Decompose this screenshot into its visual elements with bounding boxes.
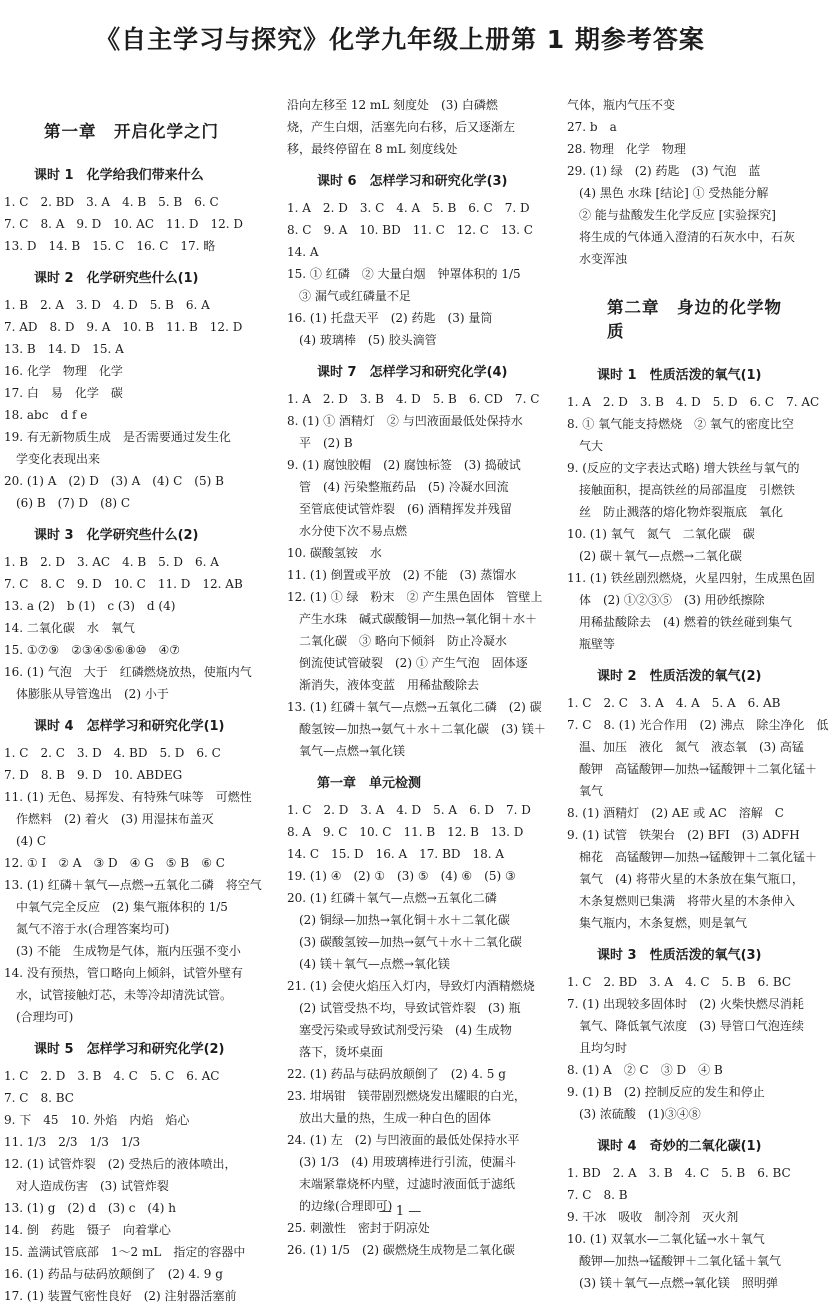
answer-line: 渐消失，液体变蓝 用稀盐酸除去 [287,678,480,692]
answer-line: 11. (1) 无色、易挥发、有特殊气味等 可燃性 [4,790,252,804]
answer-line: 烧，产生白烟，活塞先向右移，后又逐渐左 [287,120,516,134]
answer-line: 17. (1) 装置气密性良好 (2) 注射器活塞前 [4,1289,237,1303]
answer-line: 1. C 2. C 3. A 4. A 5. A 6. AB [567,696,781,710]
answer-line: 酸钾 高锰酸钾—加热→锰酸钾＋二氧化锰＋ [567,762,818,776]
answer-line: 24. (1) 左 (2) 与凹液面的最低处保持水平 [287,1133,520,1147]
answer-line: 木条复燃则已集满 将带火星的木条伸入 [567,894,796,908]
answer-column-left [4,94,266,1307]
answer-line: 氧气、降低氧气浓度 (3) 导管口气泡连续 [567,1019,804,1033]
answer-line: 10. 碳酸氢铵 水 [287,546,382,560]
answer-line: 22. (1) 药品与砝码放颠倒了 (2) 4. 5 g [287,1067,506,1081]
answer-line: 12. (1) 试管炸裂 (2) 受热后的液体喷出， [4,1157,237,1171]
answer-line: 气大 [567,439,604,453]
answer-line: 19. 有无新物质生成 是否需要通过发生化 [4,430,231,444]
answer-line: 13. (1) 红磷＋氧气—点燃→五氧化二磷 将空气 [4,878,262,892]
answer-line: 1. A 2. D 3. B 4. D 5. B 6. CD 7. C [287,392,540,406]
answer-line: 7. AD 8. D 9. A 10. B 11. B 12. D [4,320,243,334]
answer-line: 沿向左移至 12 mL 刻度处 (3) 白磷燃 [287,98,498,112]
section-heading: 课时 5 怎样学习和研究化学(2) [34,1042,225,1057]
section-heading: 第一章 单元检测 [317,776,422,791]
answer-line: 对人造成伤害 (3) 试管炸裂 [4,1179,169,1193]
chapter-heading: 第二章 身边的化学物质 [607,298,782,341]
answer-line: 8. (1) 酒精灯 (2) AE 或 AC 溶解 C [567,806,784,820]
answer-line: 1. B 2. D 3. AC 4. B 5. D 6. A [4,555,219,569]
answer-line: 29. (1) 绿 (2) 药匙 (3) 气泡 蓝 [567,164,761,178]
answer-line: (4) 玻璃棒 (5) 胶头滴管 [287,333,437,347]
answer-line: 11. 1/3 2/3 1/3 1/3 [4,1135,141,1149]
answer-line: 14. 二氧化碳 水 氧气 [4,621,135,635]
answer-line: 21. (1) 会使火焰压入灯内，导致灯内酒精燃烧 [287,979,535,993]
answer-line: ③ 漏气或红磷量不足 [287,289,411,303]
answer-line: 中氧气完全反应 (2) 集气瓶体积的 1/5 [4,900,228,914]
answer-line: (3) 碳酸氢铵—加热→氨气＋水＋二氧化碳 [287,935,522,949]
answer-line: 塞受污染或导致试剂受污染 (4) 生成物 [287,1023,512,1037]
answer-line: 体膨胀从导管逸出 (2) 小于 [4,687,169,701]
answer-line: (6) B (7) D (8) C [4,496,131,510]
answer-line: 水，试管接触灯芯，未等冷却清洗试管。 [4,988,233,1002]
answer-line: 氮气不溶于水(合理答案均可) [4,922,170,936]
page-title: 《自主学习与探究》化学九年级上册第 1 期参考答案 [95,25,705,54]
answer-line: 1. C 2. D 3. B 4. C 5. C 6. AC [4,1069,220,1083]
section-heading: 课时 2 性质活泼的氧气(2) [597,669,762,684]
answer-line: 水分使下次不易点燃 [287,524,408,538]
answer-line: (4) 黑色 水珠 [结论] ① 受热能分解 [567,186,769,200]
answer-line: 至管底使试管炸裂 (6) 酒精挥发并残留 [287,502,512,516]
section-heading: 课时 3 性质活泼的氧气(3) [597,948,762,963]
section-heading: 课时 3 化学研究些什么(2) [34,528,199,543]
answer-line: 1. C 2. D 3. A 4. D 5. A 6. D 7. D [287,803,531,817]
answer-line: 8. A 9. C 10. C 11. B 12. B 13. D [287,825,524,839]
answer-line: (合理均可) [4,1010,74,1024]
section-heading: 课时 4 奇妙的二氧化碳(1) [597,1139,762,1154]
answer-line: 酸氢铵—加热→氨气＋水＋二氧化碳 (3) 镁＋ [287,722,546,736]
answer-line: 7. C 8. B [567,1188,628,1202]
answer-line: 7. C 8. (1) 光合作用 (2) 沸点 除尘净化 低 [567,718,828,732]
section-heading: 课时 4 怎样学习和研究化学(1) [34,719,225,734]
answer-line: 接触面积，提高铁丝的局部温度 引燃铁 [567,483,796,497]
answer-line: 25. 刺激性 密封于阴凉处 [287,1221,430,1235]
answer-line: 9. 下 45 10. 外焰 内焰 焰心 [4,1113,190,1127]
answer-line: 将生成的气体通入澄清的石灰水中，石灰 [567,230,796,244]
answer-line: 棉花 高锰酸钾—加热→锰酸钾＋二氧化锰＋ [567,850,818,864]
answer-line: 23. 坩埚钳 镁带剧烈燃烧发出耀眼的白光， [287,1089,526,1103]
answer-line: 1. C 2. C 3. D 4. BD 5. D 6. C [4,746,221,760]
answer-line: 8. C 9. A 10. BD 11. C 12. C 13. C [287,223,533,237]
answer-line: 1. B 2. A 3. D 4. D 5. B 6. A [4,298,210,312]
answer-line: 氧气 (4) 将带火星的木条放在集气瓶口， [567,872,804,886]
answer-line: 7. D 8. B 9. D 10. ABDEG [4,768,183,782]
answer-line: 1. A 2. D 3. B 4. D 5. D 6. C 7. AC [567,395,820,409]
answer-line: 氧气—点燃→氧化镁 [287,744,406,758]
answer-line: 且均匀时 [567,1041,628,1055]
answer-line: 13. B 14. D 15. A [4,342,124,356]
answer-line: 11. (1) 铁丝剧烈燃烧，火星四射，生成黑色固 [567,571,815,585]
answer-line: 14. 倒 药匙 镊子 向着掌心 [4,1223,171,1237]
answer-line: 9. (反应的文字表达式略) 增大铁丝与氧气的 [567,461,800,475]
answer-line: 1. A 2. D 3. C 4. A 5. B 6. C 7. D [287,201,530,215]
answer-line: 9. (1) 试管 铁架台 (2) BFI (3) ADFH [567,828,800,842]
chapter-heading: 第一章 开启化学之门 [44,122,219,141]
answer-line: 的边缘(合理即可) [287,1199,393,1213]
answer-line: 12. (1) ① 绿 粉末 ② 产生黑色固体 管壁上 [287,590,543,604]
answer-line: (3) 1/3 (4) 用玻璃棒进行引流，使漏斗 [287,1155,516,1169]
answer-line: 19. (1) ④ (2) ① (3) ⑤ (4) ⑥ (5) ③ [287,869,516,883]
answer-column-middle [287,94,546,1261]
answer-line: 14. C 15. D 16. A 17. BD 18. A [287,847,505,861]
answer-line: 9. (1) B (2) 控制反应的发生和停止 [567,1085,765,1099]
answer-line: 二氧化碳 ③ 略向下倾斜 防止冷凝水 [287,634,507,648]
answer-line: 学变化表现出来 [4,452,101,466]
answer-line: 1. BD 2. A 3. B 4. C 5. B 6. BC [567,1166,791,1180]
answer-line: 18. abc d f e [4,408,88,422]
section-heading: 课时 1 性质活泼的氧气(1) [597,368,762,383]
answer-line: 12. ① I ② A ③ D ④ G ⑤ B ⑥ C [4,856,225,870]
answer-line: 瓶壁等 [567,637,616,651]
answer-line: 落下，烫坏桌面 [287,1045,384,1059]
answer-line: 气体，瓶内气压不变 [567,98,676,112]
answer-line: 7. C 8. C 9. D 10. C 11. D 12. AB [4,577,243,591]
answer-line: 7. (1) 出现较多固体时 (2) 火柴快燃尽消耗 [567,997,804,1011]
answer-line: 8. (1) ① 酒精灯 ② 与凹液面最低处保持水 [287,414,523,428]
answer-line: 16. (1) 托盘天平 (2) 药匙 (3) 量筒 [287,311,493,325]
answer-line: 16. (1) 药品与砝码放颠倒了 (2) 4. 9 g [4,1267,223,1281]
answer-line: 15. 盖满试管底部 1～2 mL 指定的容器中 [4,1245,246,1259]
answer-line: (4) 镁＋氧气—点燃→氧化镁 [287,957,450,971]
answer-line: 26. (1) 1/5 (2) 碳燃烧生成物是二氧化碳 [287,1243,515,1257]
answer-line: 用稀盐酸除去 (4) 燃着的铁丝碰到集气 [567,615,792,629]
answer-line: (2) 碳＋氧气—点燃→二氧化碳 [567,549,742,563]
answer-line: 平 (2) B [287,436,353,450]
answer-line: (2) 铜绿—加热→氧化铜＋水＋二氧化碳 [287,913,510,927]
answer-line: 7. C 8. BC [4,1091,74,1105]
answer-line: 13. a (2) b (1) c (3) d (4) [4,599,176,613]
answer-line: 28. 物理 化学 物理 [567,142,686,156]
answer-line: 13. (1) 红磷＋氧气—点燃→五氧化二磷 (2) 碳 [287,700,542,714]
answer-line: ② 能与盐酸发生化学反应 [实验探究] [567,208,776,222]
answer-line: 10. (1) 氧气 氮气 二氧化碳 碳 [567,527,755,541]
answer-line: 27. b a [567,120,617,134]
section-heading: 课时 7 怎样学习和研究化学(4) [317,365,508,380]
answer-line: 11. (1) 倒置或平放 (2) 不能 (3) 蒸馏水 [287,568,517,582]
answer-line: 移，最终停留在 8 mL 刻度线处 [287,142,458,156]
answer-line: 17. 白 易 化学 碳 [4,386,123,400]
answer-line: 13. D 14. B 15. C 16. C 17. 略 [4,239,216,253]
answer-line: (3) 镁＋氧气—点燃→氧化镁 照明弹 [567,1276,778,1290]
answer-line: (3) 浓硫酸 (1)③④⑧ [567,1107,701,1121]
answer-line: 产生水珠 碱式碳酸铜—加热→氧化铜＋水＋ [287,612,538,626]
answer-line: 20. (1) 红磷＋氧气—点燃→五氧化二磷 [287,891,497,905]
answer-line: 8. (1) A ② C ③ D ④ B [567,1063,723,1077]
answer-line: (3) 不能 生成物是气体，瓶内压强不变小 [4,944,241,958]
answer-line: 集气瓶内，木条复燃，则是氧气 [567,916,748,930]
answer-line: 水变浑浊 [567,252,628,266]
answer-line: 9. (1) 腐蚀胶帽 (2) 腐蚀标签 (3) 捣破试 [287,458,521,472]
page-number: — 1 — [378,1204,422,1219]
answer-line: 8. ① 氧气能支持燃烧 ② 氧气的密度比空 [567,417,794,431]
answer-line: 20. (1) A (2) D (3) A (4) C (5) B [4,474,224,488]
answer-line: 末端紧靠烧杯内壁，过滤时液面低于滤纸 [287,1177,516,1191]
answer-line: 1. C 2. BD 3. A 4. C 5. B 6. BC [567,975,792,989]
answer-line: 14. A [287,245,319,259]
answer-line: 丝 防止溅落的熔化物炸裂瓶底 氧化 [567,505,784,519]
answer-line: (2) 试管受热不均，导致试管炸裂 (3) 瓶 [287,1001,521,1015]
answer-line: 管 (4) 污染整瓶药品 (5) 冷凝水回流 [287,480,509,494]
answer-line: 7. C 8. A 9. D 10. AC 11. D 12. D [4,217,244,231]
section-heading: 课时 2 化学研究些什么(1) [34,271,199,286]
section-heading: 课时 6 怎样学习和研究化学(3) [317,174,508,189]
answer-line: 作燃料 (2) 着火 (3) 用湿抹布盖灭 [4,812,214,826]
answer-line: 酸钾—加热→锰酸钾＋二氧化锰＋氧气 [567,1254,782,1268]
answer-line: 15. ① 红磷 ② 大量白烟 钟罩体积的 1/5 [287,267,521,281]
answer-line: 氧气 [567,784,604,798]
answer-line: 13. (1) g (2) d (3) c (4) h [4,1201,176,1215]
answer-line: 16. (1) 气泡 大于 红磷燃烧放热，使瓶内气 [4,665,252,679]
answer-line: 14. 没有预热，管口略向上倾斜，试管外壁有 [4,966,243,980]
answer-line: 倒流使试管破裂 (2) ① 产生气泡 固体逐 [287,656,528,670]
answer-line: 1. C 2. BD 3. A 4. B 5. B 6. C [4,195,219,209]
answer-line: 16. 化学 物理 化学 [4,364,123,378]
answer-line: (4) C [4,834,46,848]
answer-line: 9. 干冰 吸收 制冷剂 灭火剂 [567,1210,739,1224]
answer-line: 放出大量的热，生成一种白色的固体 [287,1111,492,1125]
answer-line: 10. (1) 双氧水—二氧化锰→水＋氧气 [567,1232,765,1246]
section-heading: 课时 1 化学给我们带来什么 [34,168,204,183]
answer-line: 体 (2) ①②③⑤ (3) 用砂纸擦除 [567,593,765,607]
answer-line: 15. ①⑦⑨ ②③④⑤⑥⑧⑩ ④⑦ [4,643,180,657]
answer-column-right [567,94,828,1294]
answer-line: 温、加压 液化 氮气 液态氧 (3) 高锰 [567,740,804,754]
